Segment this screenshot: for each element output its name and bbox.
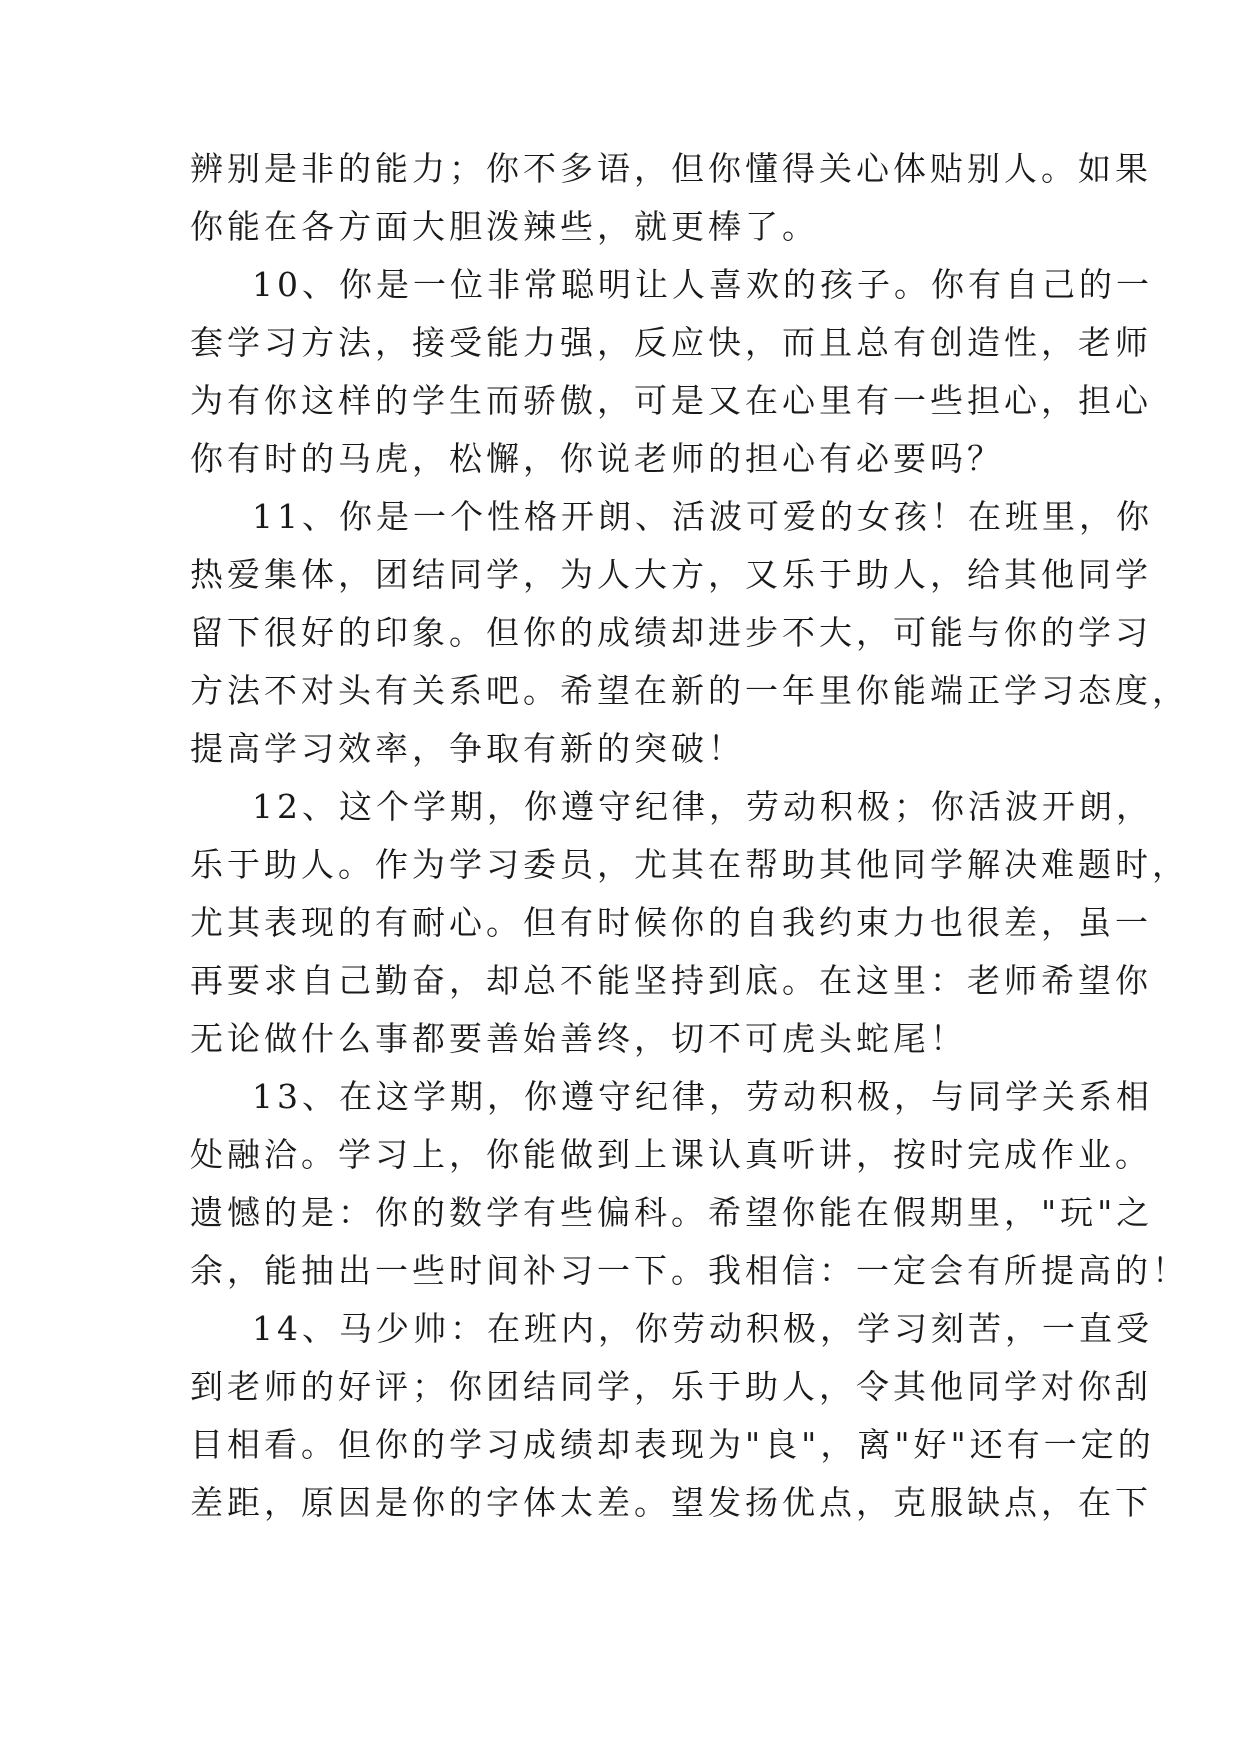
text-line: 13、在这学期，你遵守纪律，劳动积极，与同学关系相	[252, 1077, 1153, 1116]
text-line: 目相看。但你的学习成绩却表现为"良"，离"好"还有一定的	[190, 1425, 1155, 1464]
text-line: 你能在各方面大胆泼辣些，就更棒了。	[190, 207, 819, 246]
paragraph-14	[190, 1300, 1155, 1532]
text-line: 辨别是非的能力；你不多语，但你懂得关心体贴别人。如果	[190, 149, 1152, 188]
text-line: 12、这个学期，你遵守纪律，劳动积极；你活波开朗，	[252, 787, 1153, 826]
paragraph-10	[190, 256, 1153, 488]
text-line: 无论做什么事都要善始善终，切不可虎头蛇尾！	[190, 1019, 967, 1058]
paragraph-continuation	[190, 140, 1152, 256]
text-line: 再要求自己勤奋，却总不能坚持到底。在这里：老师希望你	[190, 961, 1152, 1000]
paragraph-11	[190, 488, 1189, 778]
document-body	[190, 140, 1189, 1532]
text-line: 你有时的马虎，松懈，你说老师的担心有必要吗？	[190, 439, 1004, 478]
paragraph-12	[190, 778, 1189, 1068]
text-line: 提高学习效率，争取有新的突破！	[190, 729, 745, 768]
text-line: 14、马少帅：在班内，你劳动积极，学习刻苦，一直受	[252, 1309, 1153, 1348]
text-line: 套学习方法，接受能力强，反应快，而且总有创造性，老师	[190, 323, 1152, 362]
paragraph-13	[190, 1068, 1189, 1300]
text-line: 遗憾的是：你的数学有些偏科。希望你能在假期里，"玩"之	[190, 1193, 1154, 1232]
text-line: 处融洽。学习上，你能做到上课认真听讲，按时完成作业。	[190, 1135, 1152, 1174]
text-line: 11、你是一个性格开朗、活波可爱的女孩！在班里，你	[252, 497, 1153, 536]
text-line: 乐于助人。作为学习委员，尤其在帮助其他同学解决难题时，	[190, 845, 1189, 884]
text-line: 方法不对头有关系吧。希望在新的一年里你能端正学习态度，	[190, 671, 1189, 710]
text-line: 10、你是一位非常聪明让人喜欢的孩子。你有自己的一	[252, 265, 1153, 304]
text-line: 余，能抽出一些时间补习一下。我相信：一定会有所提高的！	[190, 1251, 1189, 1290]
text-line: 留下很好的印象。但你的成绩却进步不大，可能与你的学习	[190, 613, 1152, 652]
text-line: 热爱集体，团结同学，为人大方，又乐于助人，给其他同学	[190, 555, 1152, 594]
text-line: 尤其表现的有耐心。但有时候你的自我约束力也很差，虽一	[190, 903, 1152, 942]
text-line: 到老师的好评；你团结同学，乐于助人，令其他同学对你刮	[190, 1367, 1152, 1406]
text-line: 为有你这样的学生而骄傲，可是又在心里有一些担心，担心	[190, 381, 1152, 420]
text-line: 差距，原因是你的字体太差。望发扬优点，克服缺点，在下	[190, 1483, 1152, 1522]
